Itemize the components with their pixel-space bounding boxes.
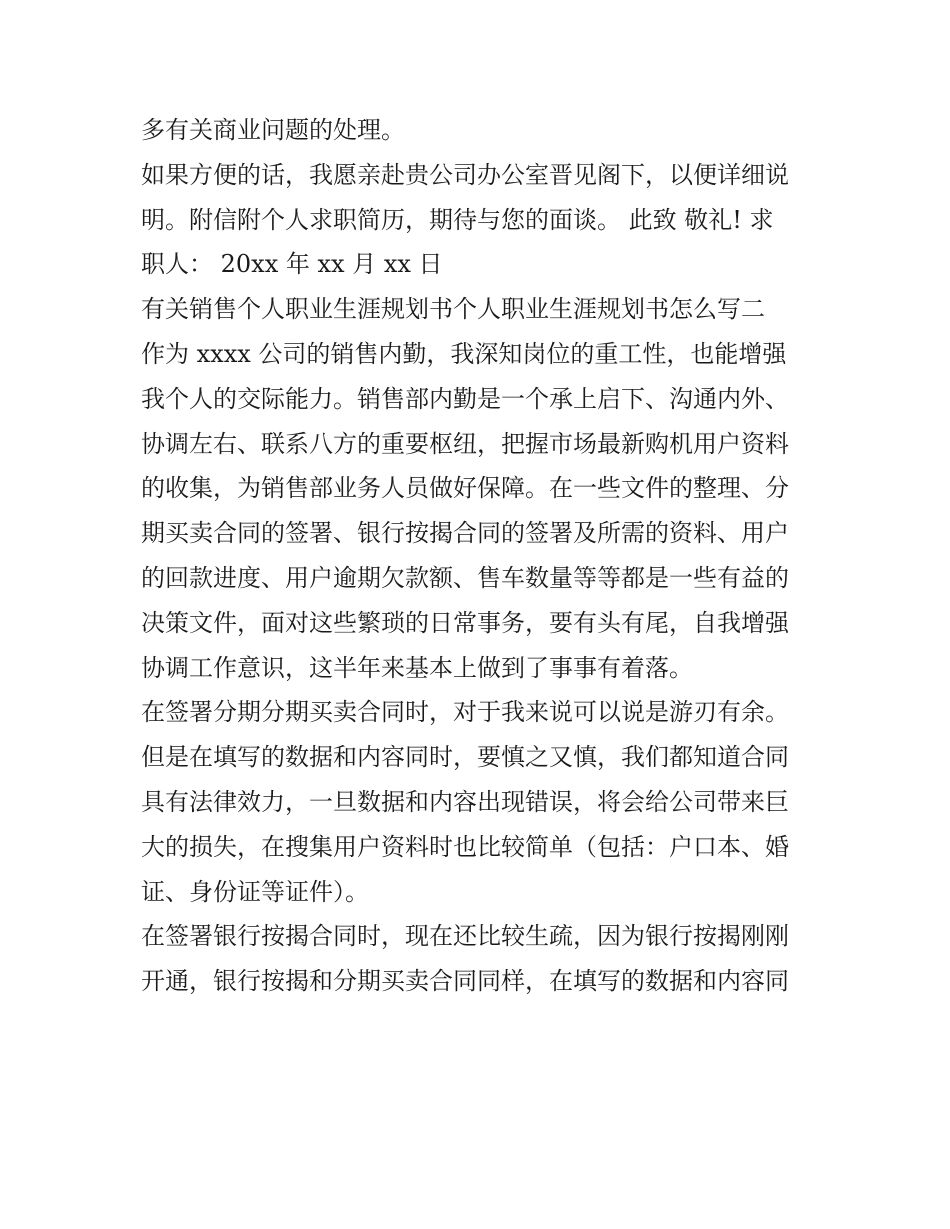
- text-line: 在签署分期分期买卖合同时，对于我来说可以说是游刃有余。: [141, 698, 789, 727]
- text-line: 明。附信附个人求职简历，期待与您的面谈。 此致 敬礼! 求: [141, 205, 774, 234]
- text-line: 具有法律效力，一旦数据和内容出现错误，将会给公司带来巨: [141, 787, 789, 816]
- text-line: 但是在填写的数据和内容同时，要慎之又慎，我们都知道合同: [141, 743, 789, 772]
- text-line: 在签署银行按揭合同时，现在还比较生疏，因为银行按揭刚刚: [141, 922, 789, 951]
- text-line: 如果方便的话，我愿亲赴贵公司办公室晋见阁下，以便详细说: [141, 160, 789, 189]
- text-line: 开通，银行按揭和分期买卖合同同样，在填写的数据和内容同: [141, 967, 789, 996]
- text-line: 大的损失，在搜集用户资料时也比较简单（包括：户口本、婚: [141, 832, 789, 861]
- text-line: 职人： 20xx 年 xx 月 xx 日: [141, 250, 443, 279]
- text-line: 多有关商业问题的处理。: [141, 116, 405, 144]
- text-line: 协调工作意识，这半年来基本上做到了事事有着落。: [141, 653, 693, 682]
- document-body: [141, 108, 813, 1004]
- text-line: 的收集，为销售部业务人员做好保障。在一些文件的整理、分: [141, 474, 789, 503]
- text-line: 作为 xxxx 公司的销售内勤，我深知岗位的重工性，也能增强: [141, 339, 787, 368]
- text-line: 有关销售个人职业生涯规划书个人职业生涯规划书怎么写二: [141, 295, 765, 324]
- text-line: 证、身份证等证件）。: [141, 877, 369, 906]
- text-line: 我个人的交际能力。销售部内勤是一个承上启下、沟通内外、: [141, 384, 789, 413]
- text-line: 期买卖合同的签署、银行按揭合同的签署及所需的资料、用户: [141, 519, 789, 548]
- text-line: 决策文件，面对这些繁琐的日常事务，要有头有尾，自我增强: [141, 608, 789, 637]
- text-line: 的回款进度、用户逾期欠款额、售车数量等等都是一些有益的: [141, 563, 789, 592]
- text-line: 协调左右、联系八方的重要枢纽，把握市场最新购机用户资料: [141, 429, 789, 458]
